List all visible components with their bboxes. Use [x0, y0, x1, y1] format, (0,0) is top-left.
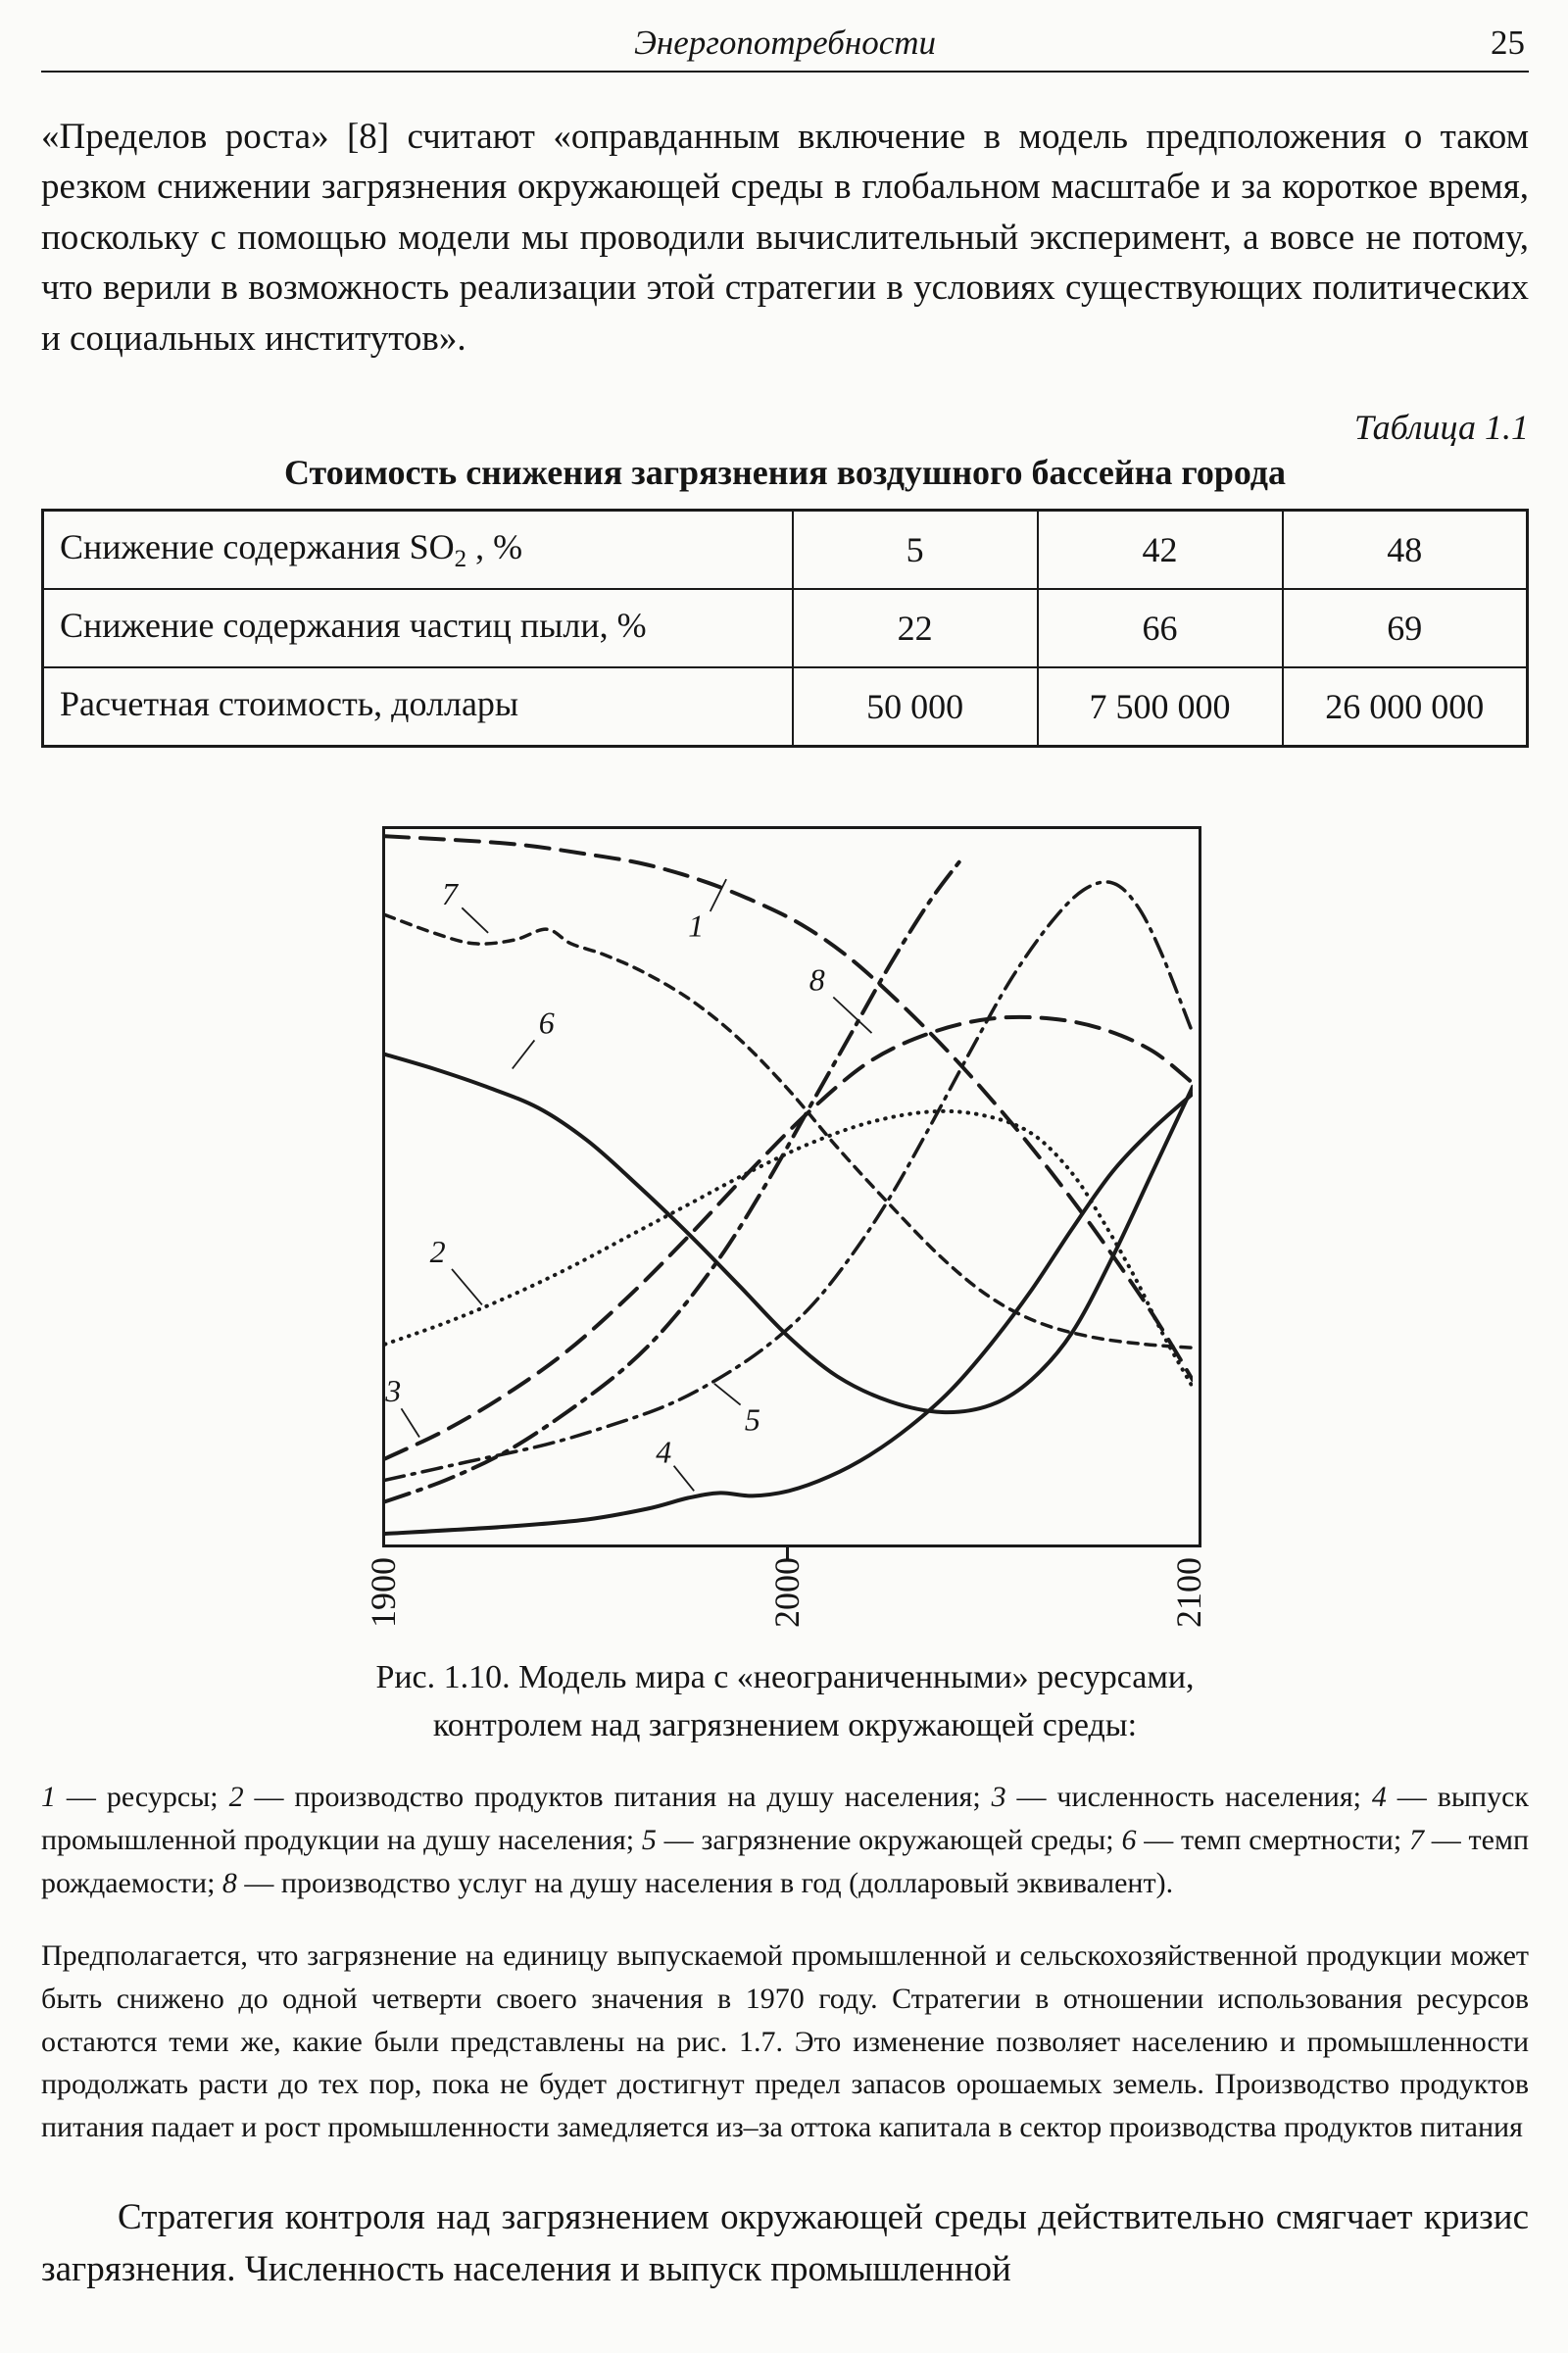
legend-number: 4 — [1371, 1780, 1387, 1813]
legend-number: 3 — [991, 1780, 1006, 1813]
chart-canvas — [385, 829, 1193, 1544]
x-tick-label-2100: 2100 — [1169, 1557, 1208, 1629]
intro-paragraph: «Пределов роста» [8] считают «оправданным включение в модель предположения о таком резком снижении загрязнения окружающей среды в глобальном масштабе и за короткое время, поскольку с помощью модели мы проводили вычислительный эксперимент, а вовсе не потому, что верили в возможность реализации этой стратегии в условиях существующих политических и социальных институтов». — [41, 117, 1529, 359]
curve-label-1: 1 — [688, 907, 705, 944]
value-cell: 42 — [1038, 511, 1283, 590]
closing-paragraph: Стратегия контроля над загрязнением окружающей среды действительно смягчает кризис загрязнения. Численность населения и выпуск промышленной — [41, 2196, 1529, 2289]
table-caption: Таблица 1.1 — [1353, 408, 1529, 448]
figure-caption-line2: контролем над загрязнением окружающей среды: — [432, 1707, 1138, 1744]
legend-number: 5 — [641, 1823, 657, 1856]
curve-3 — [385, 1017, 1193, 1459]
legend-number: 2 — [228, 1780, 244, 1813]
row-label-cell — [43, 589, 793, 667]
curve-6 — [385, 1054, 1193, 1412]
curve-8 — [385, 858, 962, 1501]
curve-5 — [385, 882, 1193, 1480]
x-tick-label-2000: 2000 — [767, 1557, 807, 1629]
curve-label-5: 5 — [744, 1401, 760, 1438]
pollution-cost-table — [41, 509, 1529, 748]
legend-item — [1121, 1824, 1409, 1856]
value-cell: 5 — [793, 511, 1038, 590]
curve-7 — [385, 915, 1193, 1348]
curve-2 — [385, 1111, 1193, 1387]
value-cell: 7 500 000 — [1038, 667, 1283, 747]
value-cell: 22 — [793, 589, 1038, 667]
legend-text: — ресурсы; — [56, 1780, 229, 1813]
legend-text: — темп рождаемости; — [41, 1823, 1530, 1899]
curve-label-2: 2 — [429, 1234, 446, 1270]
legend-item — [642, 1824, 1122, 1856]
note-paragraph: Предполагается, что загрязнение на единицу выпускаемой промышленной и сельскохозяйственной продукции может быть снижено до одной четверти своего значения в 1970 году. Стратегии в отношении использования ресурсов остаются теми же, какие были представлены на рис. 1.7. Это изменение позволяет населению и промышленности продолжать расти до тех пор, пока не будет достигнут предел запасов орошаемых земель. Производство продуктов питания падает и рост промышленности замедляется из–за оттока капитала в сектор производства продуктов питания — [41, 1938, 1529, 2144]
subscript: 2 — [454, 546, 467, 573]
figure-caption — [41, 1653, 1529, 1750]
running-title: Энергопотребности — [633, 24, 937, 62]
legend-item — [229, 1781, 992, 1813]
legend-item — [992, 1781, 1372, 1813]
curve-label-leader-8 — [833, 998, 871, 1034]
legend-number: 8 — [221, 1866, 237, 1899]
world-model-chart — [382, 826, 1201, 1547]
row-label: Снижение содержания SO — [60, 527, 455, 567]
running-header — [41, 22, 1529, 73]
legend-text: — темп смертности; — [1136, 1823, 1409, 1856]
curve-label-8: 8 — [808, 961, 825, 998]
curve-label-leader-6 — [513, 1041, 535, 1069]
curve-4 — [385, 1094, 1193, 1534]
table-row — [43, 667, 1528, 747]
value-cell: 69 — [1283, 589, 1528, 667]
value-cell: 48 — [1283, 511, 1528, 590]
curve-label-leader-7 — [462, 907, 488, 933]
curve-label-3: 3 — [385, 1373, 402, 1409]
row-label: Расчетная стоимость, доллары — [60, 684, 519, 724]
table-row — [43, 511, 1528, 590]
legend-text: — производство услуг на душу населения в год (долларовый эквивалент). — [236, 1866, 1174, 1899]
curve-label-6: 6 — [538, 1005, 555, 1041]
table-title: Стоимость снижения загрязнения воздушного бассейна города — [283, 453, 1287, 493]
legend-text: — численность населения; — [1005, 1780, 1372, 1813]
row-label-cell — [43, 667, 793, 747]
curve-label-leader-3 — [402, 1408, 420, 1437]
figure-caption-line1: Рис. 1.10. Модель мира с «неограниченными» ресурсами, — [375, 1659, 1195, 1696]
row-label-cell — [43, 511, 793, 590]
figure-legend — [41, 1776, 1529, 1905]
curve-label-7: 7 — [441, 876, 458, 912]
page-number: 25 — [1491, 24, 1525, 62]
row-label-suffix: , % — [466, 527, 523, 567]
row-label: Снижение содержания частиц пыли, % — [60, 606, 647, 646]
curve-label-leader-4 — [674, 1466, 695, 1492]
legend-item — [41, 1781, 229, 1813]
curve-label-leader-5 — [714, 1384, 741, 1405]
legend-text: — выпуск промышленной продукции на душу населения; — [41, 1780, 1529, 1856]
x-axis — [364, 1547, 1208, 1651]
value-cell: 26 000 000 — [1283, 667, 1528, 747]
curve-1 — [385, 836, 1193, 1380]
x-tick-label-1900: 1900 — [364, 1557, 403, 1629]
value-cell: 50 000 — [793, 667, 1038, 747]
legend-text: — производство продуктов питания на душу населения; — [243, 1780, 992, 1813]
curve-label-leader-2 — [452, 1269, 482, 1305]
legend-text: — загрязнение окружающей среды; — [656, 1823, 1122, 1856]
legend-number: 6 — [1121, 1823, 1137, 1856]
value-cell: 66 — [1038, 589, 1283, 667]
figure-1-10 — [41, 826, 1529, 1750]
curve-label-4: 4 — [656, 1434, 672, 1470]
legend-number: 7 — [1408, 1823, 1424, 1856]
legend-number: 1 — [41, 1780, 56, 1813]
legend-item — [222, 1867, 1173, 1899]
table-row — [43, 589, 1528, 667]
